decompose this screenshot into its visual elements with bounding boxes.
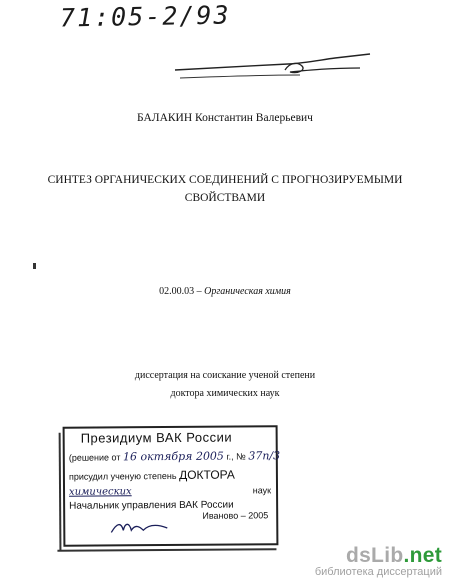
stamp-science: наук [252, 485, 272, 496]
archive-number: 71:05-2/93 [59, 0, 231, 33]
stamp-award-text: присудил ученую степень [68, 470, 177, 482]
stamp-title: Президиум ВАК России [80, 429, 233, 446]
watermark-tagline: библиотека диссертаций [314, 566, 442, 578]
vak-stamp [63, 425, 279, 546]
stamp-shadow-border [57, 548, 276, 552]
thesis-title-line-2: СВОЙСТВАМИ [184, 192, 266, 204]
stamp-city-year: Иваново – 2005 [202, 510, 269, 521]
thesis-title-line-1: СИНТЕЗ ОРГАНИЧЕСКИХ СОЕДИНЕНИЙ С ПРОГНОЗИРУЕМЫМИ [47, 174, 403, 186]
author-name: БАЛАКИН Константин Валерьевич [137, 112, 313, 124]
stamp-head: Начальник управления ВАК России [69, 499, 234, 512]
watermark-logo-main: dsLib [345, 544, 404, 567]
stamp-decision-mid: г., № [226, 451, 246, 462]
stamp-decision-number: 37п/3 [248, 449, 281, 463]
scan-artifact [33, 263, 36, 269]
watermark [315, 544, 442, 578]
thesis-title [40, 171, 410, 207]
stamp-award [69, 468, 235, 483]
stamp-degree: ДОКТОРА [179, 467, 235, 482]
stamp-decision-prefix: (решение от [68, 452, 121, 463]
stamp-decision [69, 449, 280, 463]
watermark-logo-accent: .net [403, 544, 442, 567]
specialty-name: Органическая химия [204, 286, 291, 297]
specialty-code: 02.00.03 – [159, 286, 202, 297]
stamp-field-row [69, 485, 275, 497]
degree-line-2: доктора химических наук [170, 388, 280, 399]
degree-line-1: диссертация на соискание ученой степени [134, 370, 316, 381]
stamp-decision-date: 16 октября 2005 [122, 449, 224, 464]
signature [170, 48, 390, 88]
watermark-logo [315, 544, 442, 568]
stamp-field: химических [69, 486, 132, 498]
stamp-signature [109, 518, 169, 538]
specialty-line [0, 286, 450, 297]
